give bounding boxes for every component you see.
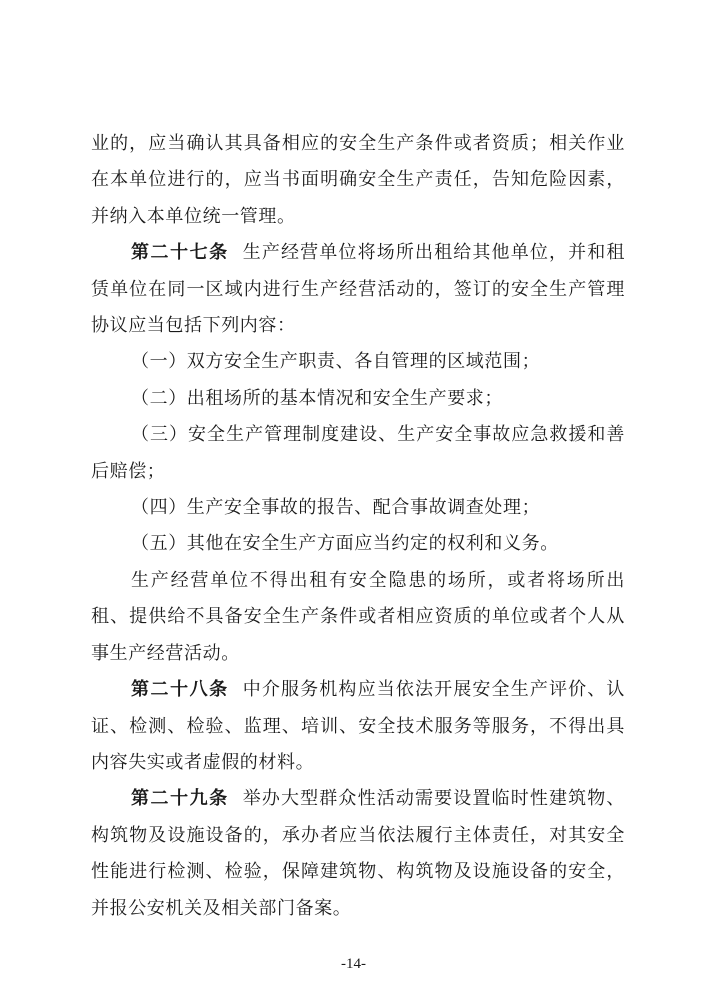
document-body <box>91 126 625 927</box>
article-27 <box>91 235 625 344</box>
page-number: -14- <box>341 956 366 972</box>
paragraph-text: 生产经营单位将场所出租给其他单位，并和租赁单位在同一区域内进行生产经营活动的，签订的安全生产管理协议应当包括下列内容： <box>91 242 626 337</box>
paragraph-continuation <box>91 126 625 235</box>
paragraph-text: 中介服务机构应当依法开展安全生产评价、认证、检测、检验、监理、培训、安全技术服务等服务，不得出具内容失实或者虚假的材料。 <box>91 679 626 773</box>
list-item-5 <box>91 526 625 562</box>
list-item-2 <box>91 381 625 417</box>
paragraph-text: 业的，应当确认其具备相应的安全生产条件或者资质；相关作业在本单位进行的，应当书面明确安全生产责任，告知危险因素，并纳入本单位统一管理。 <box>91 133 625 227</box>
article-heading: 第二十七条 <box>131 242 229 264</box>
list-item-3 <box>91 417 625 490</box>
list-item-1 <box>91 344 625 380</box>
paragraph-text: （四）生产安全事故的报告、配合事故调查处理； <box>131 497 541 519</box>
paragraph-text: （五）其他在安全生产方面应当约定的权利和义务。 <box>131 533 559 555</box>
paragraph-text: （一）双方安全生产职责、各自管理的区域范围； <box>131 351 541 373</box>
article-heading: 第二十八条 <box>131 679 229 701</box>
article-29 <box>91 781 625 927</box>
paragraph-text: 生产经营单位不得出租有安全隐患的场所，或者将场所出租、提供给不具备安全生产条件或者相应资质的单位或者个人从事生产经营活动。 <box>91 569 625 664</box>
article-28 <box>91 672 625 781</box>
article-heading: 第二十九条 <box>131 788 229 810</box>
paragraph-text: 举办大型群众性活动需要设置临时性建筑物、构筑物及设施设备的，承办者应当依法履行主体责任，对其安全性能进行检测、检验，保障建筑物、构筑物及设施设备的安全，并报公安机关及相关部门备案。 <box>91 788 626 919</box>
paragraph-prohibition <box>91 563 625 672</box>
paragraph-text: （三）安全生产管理制度建设、生产安全事故应急救援和善后赔偿； <box>91 424 625 482</box>
paragraph-text: （二）出租场所的基本情况和安全生产要求； <box>131 387 503 409</box>
list-item-4 <box>91 490 625 526</box>
